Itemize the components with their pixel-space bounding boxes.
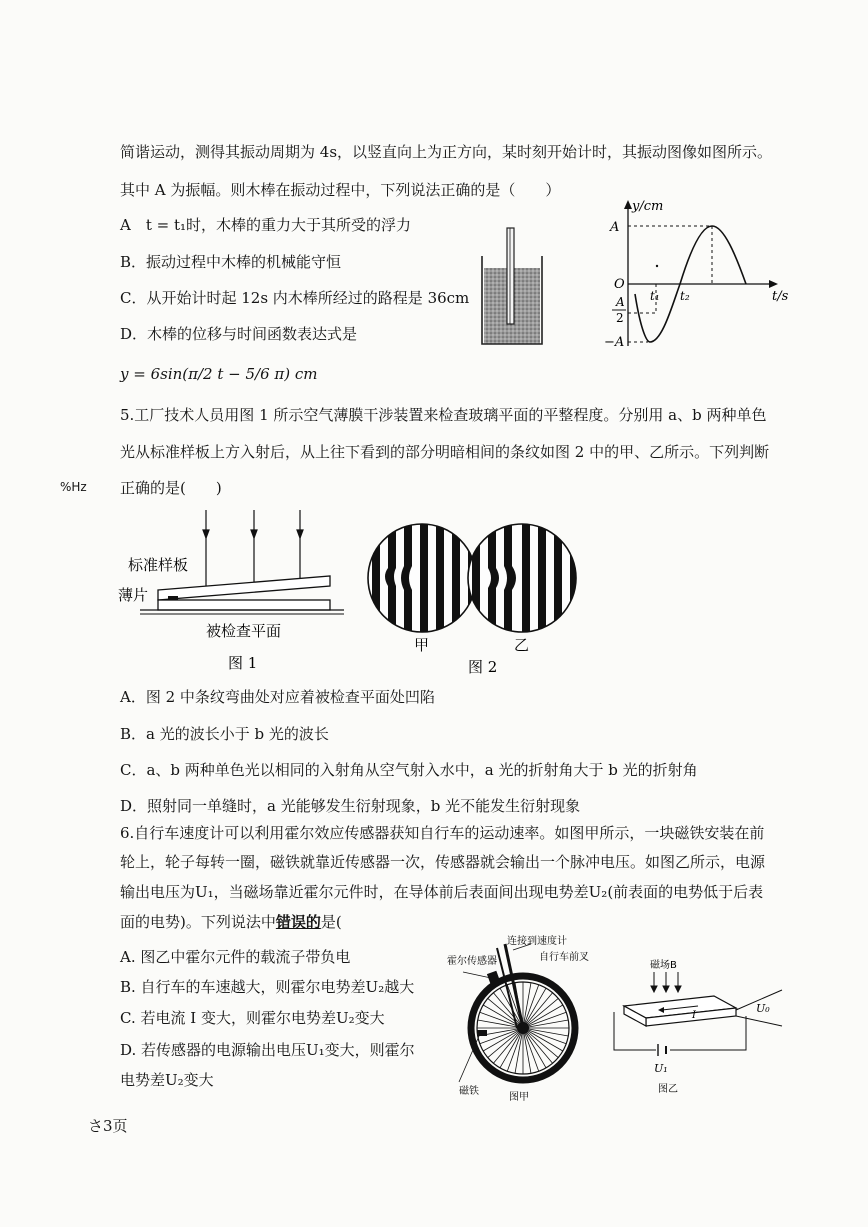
q5-option-b: B．a 光的波长小于 b 光的波长 — [120, 725, 329, 743]
label-to-meter: 连接到速度计 — [507, 936, 567, 947]
q6-option-b: B. 自行车的车速越大，则霍尔电势差U₂越大 — [120, 978, 415, 996]
label-magnet: 磁铁 — [459, 1086, 479, 1097]
label-yi: 乙 — [514, 636, 530, 654]
q4-option-d: D．木棒的位移与时间函数表达式是 — [120, 325, 358, 343]
fringes-jia — [364, 520, 484, 640]
fringe-figure — [364, 520, 586, 680]
q5-option-d: D．照射同一单缝时，a 光能够发生衍射现象，b 光不能发生衍射现象 — [120, 797, 581, 815]
margin-mark: %Hz — [60, 480, 87, 494]
q6-line4-end: 是( — [320, 913, 342, 931]
magnet — [477, 1030, 487, 1036]
origin-label: O — [614, 277, 625, 292]
fig-yi-caption: 图乙 — [658, 1084, 678, 1095]
tick-half-a-num: A — [616, 295, 625, 309]
q5-text-line3: 正确的是( ) — [120, 479, 222, 497]
vibration-graph — [588, 196, 788, 356]
label-fork: 自行车前叉 — [539, 952, 589, 963]
t1-label: t₁ — [650, 289, 660, 303]
q6-line4-emphasis: 错误的 — [275, 913, 321, 931]
label-surface: 被检查平面 — [206, 622, 282, 640]
bicycle-wheel-figure — [445, 934, 595, 1104]
wood-stick — [507, 228, 514, 324]
beaker-figure — [478, 220, 546, 348]
tick-neg-a: −A — [604, 335, 625, 350]
q5-text-line2: 光从标准样板上方入射后，从上往下看到的部分明暗相间的条纹如图 2 中的甲、乙所示。下列判断 — [120, 443, 770, 461]
label-jia: 甲 — [414, 636, 430, 654]
hall-circuit-figure — [606, 950, 786, 1100]
q4-text-line1: 简谐运动，测得其振动周期为 4s，以竖直向上为正方向，某时刻开始计时，其振动图像如图所示。 — [120, 143, 773, 161]
q6-option-a: A. 图乙中霍尔元件的载流子带负电 — [120, 948, 351, 966]
thin-film-figure — [118, 508, 348, 676]
page-number: さ3页 — [88, 1117, 128, 1135]
q6-option-d-line2: 电势差U₂变大 — [120, 1071, 214, 1089]
label-current: I — [692, 1010, 696, 1021]
y-axis-label: y/cm — [632, 199, 664, 214]
inspected-plate — [158, 600, 330, 610]
q4-option-a: A t = t₁时，木棒的重力大于其所受的浮力 — [120, 216, 412, 234]
q6-text-line3: 输出电压为U₁，当磁场靠近霍尔元件时，在导体前后表面间出现电势差U₂(前表面的电势低于后表 — [120, 883, 764, 901]
q6-option-c: C. 若电流 I 变大，则霍尔电势差U₂变大 — [120, 1009, 385, 1027]
label-u0: U₀ — [756, 1002, 770, 1015]
label-hall-sensor: 霍尔传感器 — [447, 956, 497, 967]
q6-text-line1: 6.自行车速度计可以利用霍尔效应传感器获知自行车的运动速率。如图甲所示，一块磁铁安装在前 — [120, 824, 765, 842]
q6-text-line4 — [120, 912, 342, 932]
label-film: 薄片 — [118, 586, 149, 604]
tick-half-a-den: 2 — [616, 311, 624, 325]
q4-text-line2: 其中 A 为振幅。则木棒在振动过程中，下列说法正确的是（ ） — [120, 181, 561, 199]
x-axis-label: t/s — [772, 289, 788, 304]
q5-option-c: C．a、b 两种单色光以相同的入射角从空气射入水中，a 光的折射角大于 b 光的折射角 — [120, 761, 698, 779]
fig1-caption: 图 1 — [228, 654, 258, 672]
tick-a: A — [610, 220, 620, 235]
q4-option-b: B．振动过程中木棒的机械能守恒 — [120, 253, 342, 271]
q6-text-line2: 轮上，轮子每转一圈，磁铁就靠近传感器一次，传感器就会输出一个脉冲电压。如图乙所示，电源 — [120, 853, 766, 871]
t2-label: t₂ — [680, 289, 690, 303]
q4-option-c: C．从开始计时起 12s 内木棒所经过的路程是 36cm — [120, 289, 470, 307]
q6-option-d-line1: D. 若传感器的电源输出电压U₁变大，则霍尔 — [120, 1041, 415, 1059]
q5-option-a: A．图 2 中条纹弯曲处对应着被检查平面处凹陷 — [120, 688, 435, 706]
standard-plate — [158, 576, 330, 600]
label-u1: U₁ — [654, 1062, 668, 1075]
label-field-b: 磁场B — [650, 960, 677, 971]
fringes-yi — [464, 520, 584, 640]
fig-jia-caption: 图甲 — [509, 1092, 529, 1103]
fig2-caption: 图 2 — [468, 658, 498, 676]
q6-line4-start: 面的电势)。下列说法中 — [120, 913, 276, 931]
q5-text-line1: 5.工厂技术人员用图 1 所示空气薄膜干涉装置来检查玻璃平面的平整程度。分别用 a、b 两种单色 — [120, 406, 767, 424]
q4-formula: y = 6sin(π/2 t − 5/6 π) cm — [120, 365, 318, 383]
label-standard-plate: 标准样板 — [128, 556, 189, 574]
